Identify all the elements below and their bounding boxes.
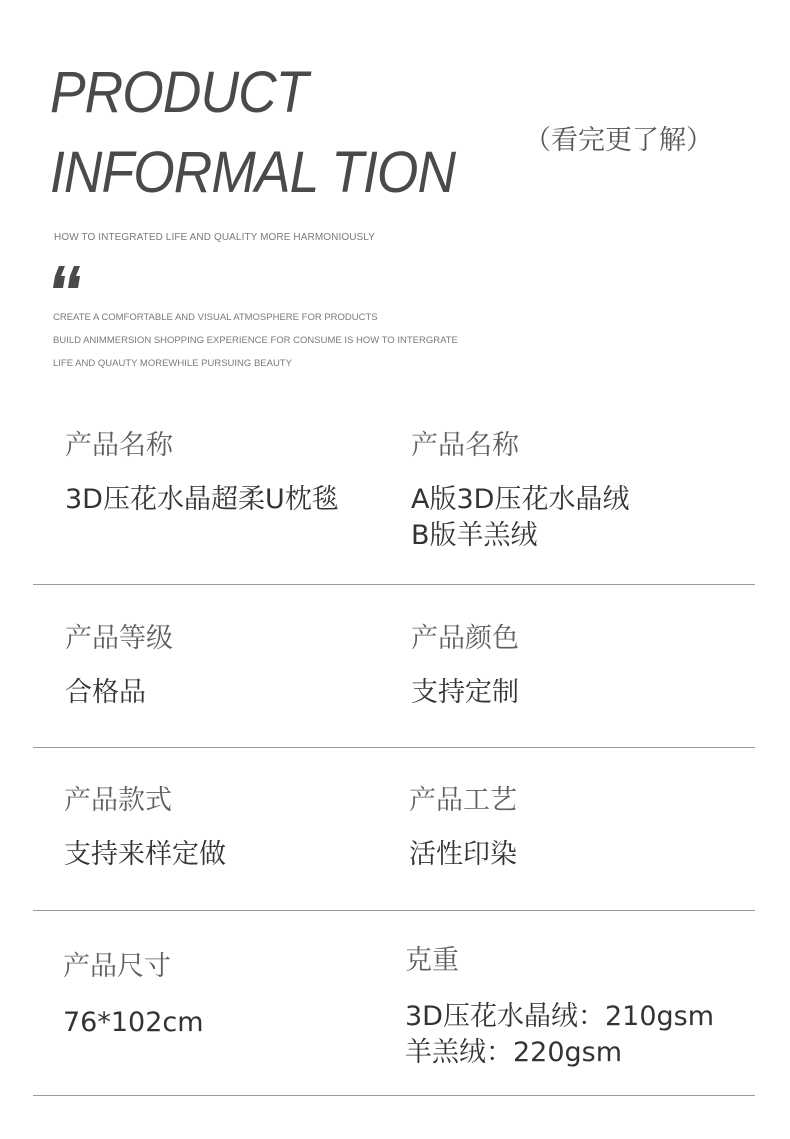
spec-value: 支持定制 [411,677,519,709]
spec-product-material [411,430,629,554]
spec-value: B版羊羔绒 [411,520,538,552]
spec-product-size [63,951,204,1041]
spec-product-grade [65,623,173,711]
quote-mark-icon [52,262,86,292]
description-line: BUILD ANIMMERSION SHOPPING EXPERIENCE FOR CONSUME IS HOW TO INTERGRATE [53,335,458,346]
spec-product-process [409,785,517,873]
spec-label: 产品等级 [65,623,173,654]
tagline: HOW TO INTEGRATED LIFE AND QUALITY MORE HARMONIOUSLY [54,232,375,243]
spec-value: 76*102cm [63,1007,204,1039]
hero-title-line1: PRODUCT [50,60,308,125]
divider [33,910,755,911]
spec-label: 产品工艺 [409,785,517,816]
divider [33,584,755,585]
description-line: LIFE AND QUAUTY MOREWHILE PURSUING BEAUTY [53,358,292,369]
header-note: （看完更了解） [524,125,713,156]
spec-product-color [411,623,519,711]
spec-label: 克重 [405,945,459,976]
spec-label: 产品颜色 [411,623,519,654]
spec-value: A版3D压花水晶绒 [411,484,630,516]
divider [33,747,755,748]
spec-value: 3D压花水晶绒：210gsm [405,1001,715,1033]
spec-value: 羊羔绒：220gsm [405,1037,623,1069]
spec-product-name [65,430,339,518]
spec-product-style [64,785,226,873]
spec-value: 3D压花水晶超柔U枕毯 [65,484,339,516]
spec-value: 合格品 [65,677,146,709]
spec-value: 支持来样定做 [64,839,226,871]
spec-value: 活性印染 [409,839,517,871]
spec-label: 产品名称 [65,430,173,461]
spec-label: 产品名称 [411,430,519,461]
divider [33,1095,755,1096]
hero-title-line2: INFORMAL TION [50,140,456,205]
description [53,306,458,375]
spec-label: 产品尺寸 [63,951,171,982]
spec-label: 产品款式 [64,785,172,816]
spec-product-weight [405,945,714,1071]
description-line: CREATE A COMFORTABLE AND VISUAL ATMOSPHERE FOR PRODUCTS [53,312,378,323]
